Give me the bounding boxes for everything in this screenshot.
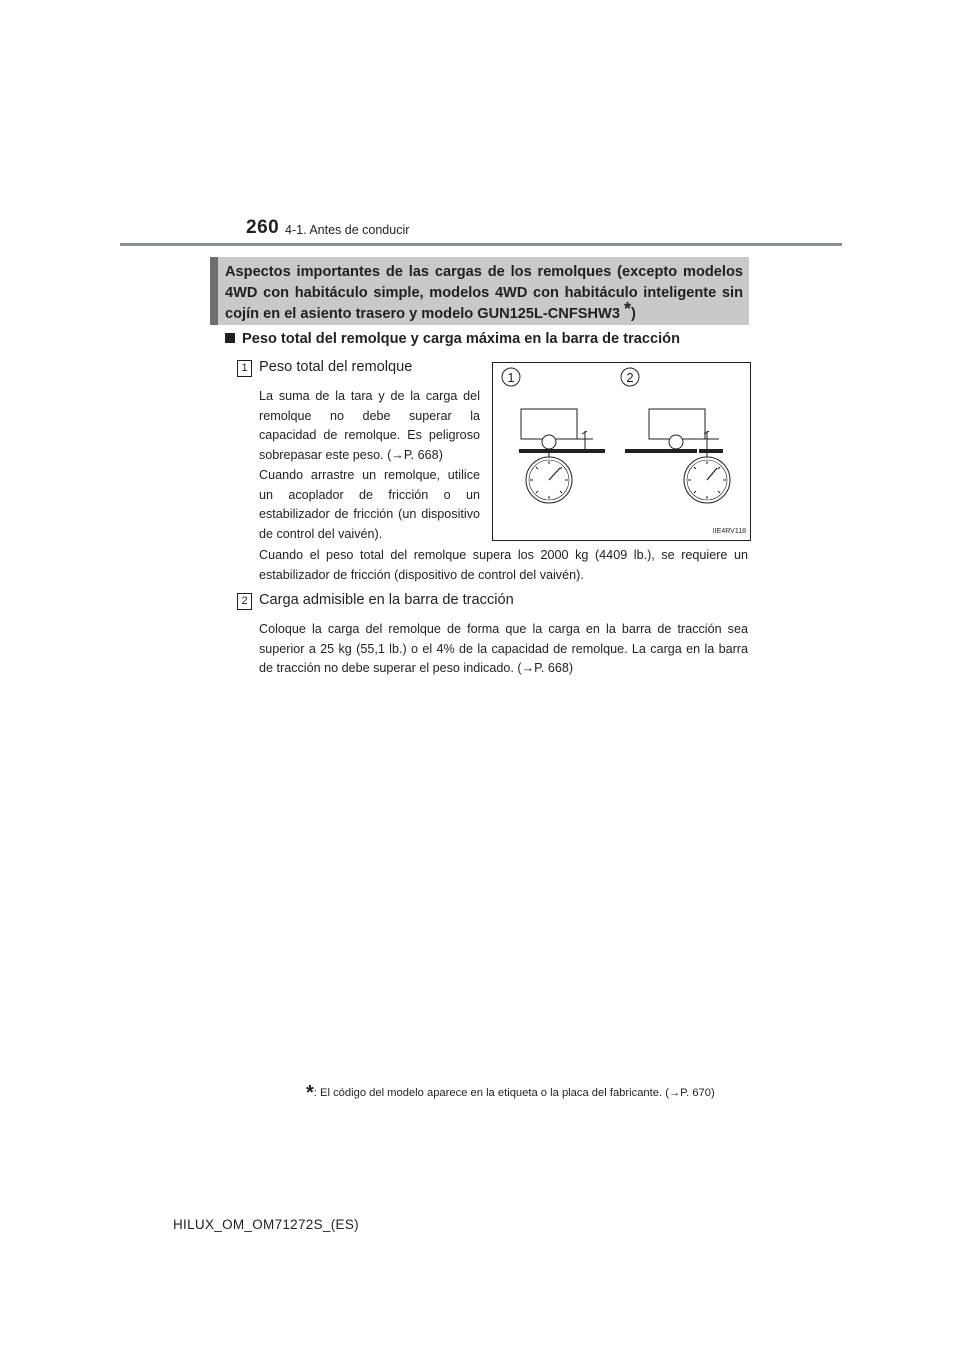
item-1-title: Peso total del remolque (259, 359, 413, 375)
callout-1-label: 1 (507, 370, 515, 385)
trailer-2-body (649, 409, 705, 439)
figure-code: IIE4RV118 (712, 528, 746, 535)
scale-2-platform (699, 449, 723, 453)
square-bullet-icon (225, 333, 235, 343)
footnote-asterisk: * (306, 1082, 314, 1104)
item-1-paragraph-1: La suma de la tara y de la carga del remolque no debe superar la capacidad de remolque. Es peligroso sobrepasar este peso. (→P. 668) (259, 389, 480, 462)
trailer-2-wheel (669, 435, 683, 449)
callout-2-label: 2 (626, 370, 634, 385)
item-2-title: Carga admisible en la barra de tracción (259, 592, 514, 608)
item-1-paragraph-3: Cuando el peso total del remolque supera los 2000 kg (4409 lb.), se requiere un estabilizador de fricción (dispositivo de control del vaivén). (259, 548, 748, 582)
subheading-text: Peso total del remolque y carga máxima en la barra de tracción (242, 331, 680, 347)
subheading (225, 331, 680, 347)
footnote-text: : El código del modelo aparece en la etiqueta o la placa del fabricante. (→P. 670) (313, 1087, 715, 1099)
topic-box-asterisk: * (624, 299, 632, 319)
section-title: 4-1. Antes de conducir (285, 223, 410, 237)
footnote (306, 1082, 715, 1105)
topic-box-title (225, 262, 743, 325)
topic-box-close: ) (631, 306, 636, 322)
trailer-diagram (493, 363, 750, 540)
item-1-paragraph-2: Cuando arrastre un remolque, utilice un acoplador de fricción o un estabilizador de fricción (un dispositivo de control del vaivén). (259, 468, 480, 541)
trailer-1-wheel (542, 435, 556, 449)
topic-box-bar (210, 257, 218, 325)
page-number: 260 (246, 217, 280, 238)
ground-line (625, 449, 697, 453)
topic-box (210, 257, 749, 325)
item-1-number: 1 (237, 360, 252, 377)
item-2-number: 2 (237, 593, 252, 610)
scale-1-platform (519, 449, 605, 453)
topic-box-title-text: Aspectos importantes de las cargas de los remolques (excepto modelos 4WD con habitáculo simple, modelos 4WD con habitáculo inteligente sin cojín en el asiento trasero y modelo GUN125L-CNFSHW3 (225, 264, 743, 322)
header-rule (120, 243, 842, 246)
trailer-figure (492, 362, 751, 541)
footer-code: HILUX_OM_OM71272S_(ES) (173, 1217, 359, 1232)
item-2-paragraph-1: Coloque la carga del remolque de forma que la carga en la barra de tracción sea superior a 25 kg (55,1 lb.) o el 4% de la capacidad de remolque. La carga en la barra de tracción no debe superar el peso indicado. (→P. 668) (259, 622, 748, 675)
